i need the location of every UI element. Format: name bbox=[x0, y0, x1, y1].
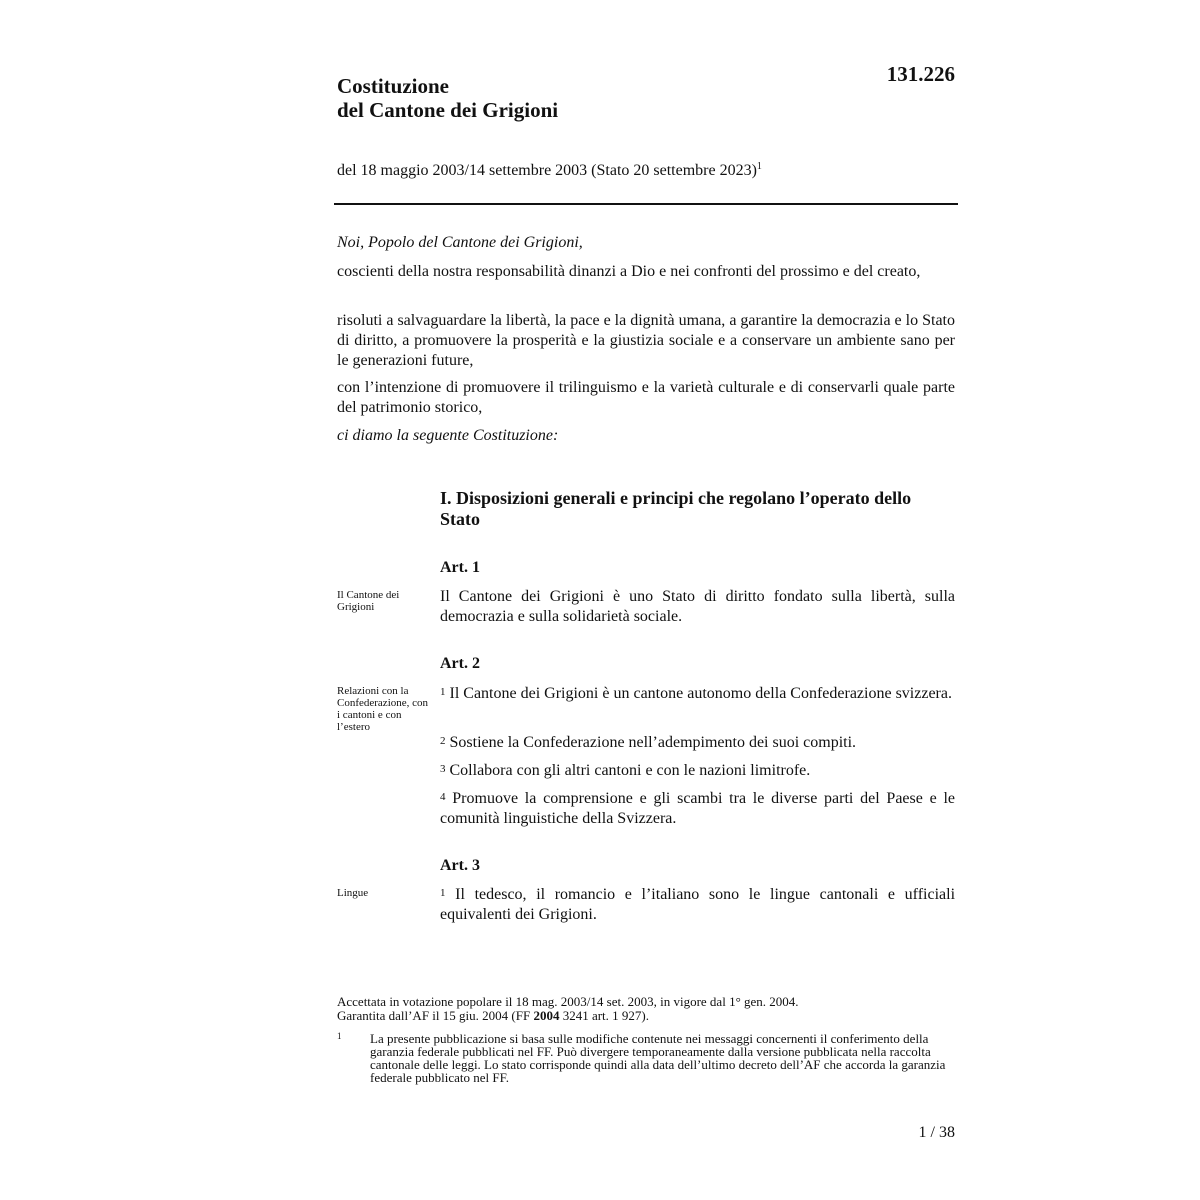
law-number: 131.226 bbox=[886, 62, 955, 86]
article-2-title: Art. 2 bbox=[440, 655, 480, 672]
article-3-title: Art. 3 bbox=[440, 857, 480, 874]
title-line-2: del Cantone dei Grigioni bbox=[337, 98, 559, 122]
footnote-ref[interactable]: 1 bbox=[756, 161, 762, 172]
article-1-title: Art. 1 bbox=[440, 559, 480, 576]
title-line-1: Costituzione bbox=[337, 74, 449, 98]
article-2-margin-note: Relazioni con la Confederazione, con i cantoni e con l’estero bbox=[337, 685, 429, 733]
document-date bbox=[337, 162, 762, 180]
date-text: del 18 maggio 2003/14 settembre 2003 (Stato 20 settembre 2023) bbox=[337, 162, 757, 179]
document-title bbox=[337, 74, 558, 122]
footer-guarantee: Garantita dall’AF il 15 giu. 2004 (FF 2004 3241 art. 1 927). bbox=[337, 1008, 649, 1023]
footer-acceptance: Accettata in votazione popolare il 18 mag. 2003/14 set. 2003, in vigore dal 1° gen. 2004. bbox=[337, 994, 799, 1009]
preamble-closing: ci diamo la seguente Costituzione: bbox=[337, 427, 559, 444]
article-2-paragraph-4: $^4$ Promuove la comprensione e gli scambi tra le diverse parti del Paese e le comunità linguistiche della Svizzera. bbox=[440, 790, 956, 827]
article-1-text: Il Cantone dei Grigioni è uno Stato di diritto fondato sulla libertà, sulla democrazia e sulla solidarietà sociale. bbox=[440, 588, 955, 625]
preamble-paragraph: con l’intenzione di promuovere il trilinguismo e la varietà culturale e di conservarli quale parte del patrimonio storico, bbox=[337, 379, 955, 416]
article-2-paragraph-1: $^1$ Il Cantone dei Grigioni è un cantone autonomo della Confederazione svizzera. bbox=[440, 685, 952, 702]
article-3-margin-note: Lingue bbox=[337, 887, 369, 899]
article-3-paragraph-1: $^1$ Il tedesco, il romancio e l’italiano sono le lingue cantonali e ufficiali equivalenti dei Grigioni. bbox=[440, 886, 956, 923]
article-1-margin-note: Il Cantone dei Grigioni bbox=[337, 589, 400, 613]
article-2-paragraph-3: $^3$ Collabora con gli altri cantoni e con le nazioni limitrofe. bbox=[440, 762, 811, 779]
preamble-paragraph: coscienti della nostra responsabilità dinanzi a Dio e nei confronti del prossimo e del creato, bbox=[337, 263, 921, 280]
preamble-paragraph: risoluti a salvaguardare la libertà, la pace e la dignità umana, a garantire la democrazia e lo Stato di diritto, a promuovere la prosperità e la giustizia sociale e a conservare un ambiente sano per le generazioni future, bbox=[337, 312, 955, 369]
section-heading: I. Disposizioni generali e principi che regolano l’operato dello Stato bbox=[440, 488, 912, 529]
article-2-paragraph-2: $^2$ Sostiene la Confederazione nell’adempimento dei suoi compiti. bbox=[440, 734, 857, 751]
preamble-opening: Noi, Popolo del Cantone dei Grigioni, bbox=[337, 234, 583, 251]
footnote-text: La presente pubblicazione si basa sulle modifiche contenute nei messaggi concernenti il conferimento della garanzia federale pubblicati nel FF. Può divergere temporaneamente dalla versione pubblicata nella raccolta cantonale delle leggi. Lo stato corrisponde quindi alla data dell’ultimo decreto dell’AF che accorda la garanzia federale pubblicato nel FF. bbox=[370, 1031, 946, 1085]
page-number: 1 / 38 bbox=[918, 1124, 955, 1141]
footnote-marker: 1 bbox=[337, 1031, 342, 1041]
title-divider bbox=[334, 203, 958, 205]
